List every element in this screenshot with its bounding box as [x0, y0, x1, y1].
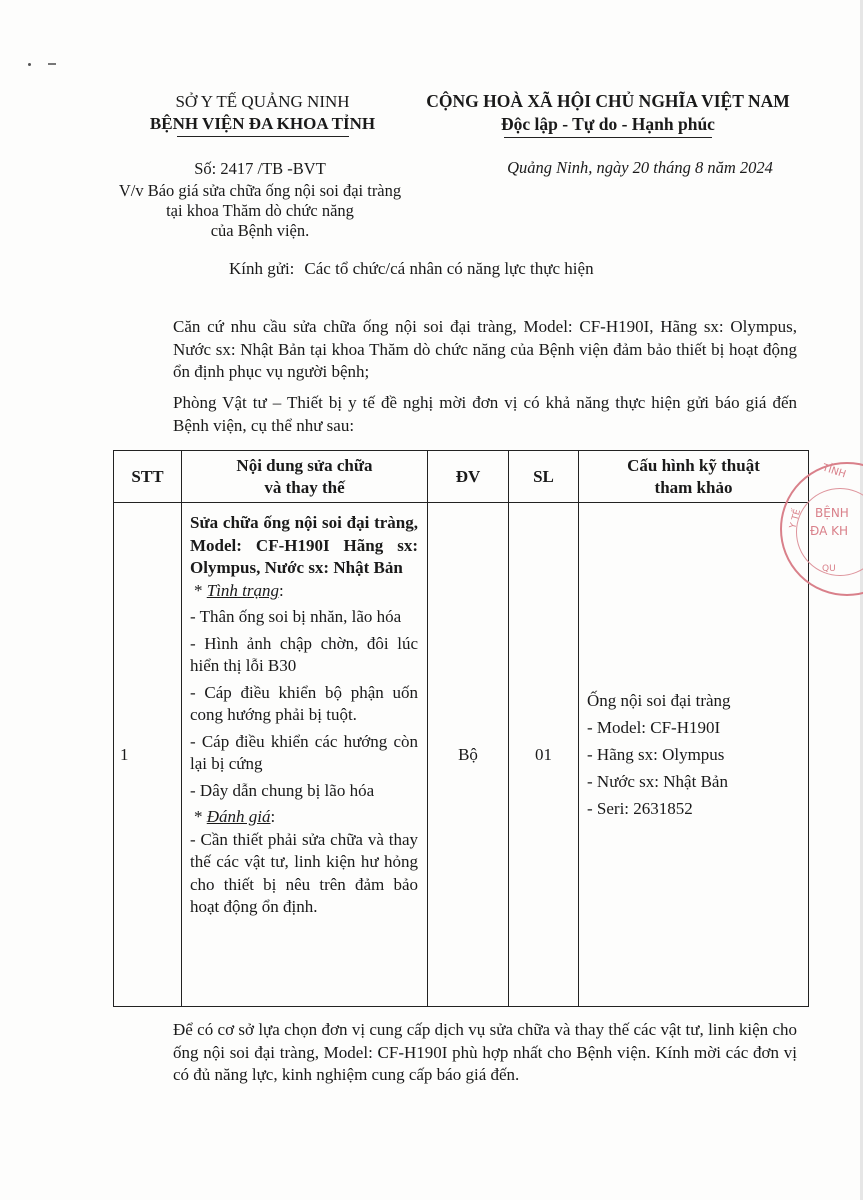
paragraph-text: Phòng Vật tư – Thiết bị y tế đề nghị mời đơn vị có khả năng thực hiện gửi báo giá đến Bệnh viện, cụ thể như sau: — [173, 393, 797, 435]
status-heading-text: Tình trạng — [206, 580, 280, 600]
paragraph-text: Căn cứ nhu cầu sửa chữa ống nội soi đại tràng, Model: CF-H190I, Hãng sx: Olympus, Nước sx: Nhật Bản tại khoa Thăm dò chức năng của Bệnh viện đảm bảo thiết bị hoạt động ổn định phục vụ người bệnh; — [173, 317, 797, 381]
header-content-line: và thay thế — [264, 477, 345, 497]
document-reference — [110, 159, 410, 241]
paragraph-request — [133, 392, 797, 437]
assessment-heading-text: Đánh giá — [206, 807, 271, 826]
subject-line: V/v Báo giá sửa chữa ống nội soi đại tràng — [118, 181, 402, 200]
config-line: - Seri: 2631852 — [587, 799, 693, 818]
header-config-line: tham khảo — [654, 477, 733, 497]
status-item: - Cáp điều khiển bộ phận uốn cong hướng phải bị tuột. — [190, 682, 418, 724]
status-item: - Hình ảnh chập chờn, đôi lúc hiển thị lỗi B30 — [190, 633, 418, 675]
cell-quantity: 01 — [509, 503, 579, 1007]
subject-line: của Bệnh viện. — [210, 221, 310, 240]
scan-speck — [28, 63, 58, 66]
header-config-line: Cấu hình kỹ thuật — [627, 455, 760, 475]
status-item: - Dây dẫn chung bị lão hóa — [190, 780, 375, 800]
status-heading: * Tình trạng: — [194, 580, 284, 600]
status-item: - Thân ống soi bị nhăn, lão hóa — [190, 607, 402, 626]
header-content — [182, 451, 428, 503]
header-content-line: Nội dung sửa chữa — [236, 455, 373, 475]
nation-title: CỘNG HOÀ XÃ HỘI CHỦ NGHĨA VIỆT NAM — [426, 91, 790, 111]
table-header-row — [114, 451, 809, 503]
organization-underline — [177, 136, 349, 137]
place-and-date: Quảng Ninh, ngày 20 tháng 8 năm 2024 — [507, 158, 773, 177]
cell-config — [579, 503, 809, 1007]
status-item: - Cáp điều khiển các hướng còn lại bị cứng — [190, 731, 418, 773]
seal-text: BỆNH — [815, 506, 849, 520]
subject-line: tại khoa Thăm dò chức năng — [166, 201, 354, 220]
cell-content — [182, 503, 428, 1007]
cell-stt: 1 — [114, 503, 182, 1007]
config-line: - Nước sx: Nhật Bản — [587, 772, 728, 791]
header-config — [579, 451, 809, 503]
assessment-heading: * Đánh giá: — [194, 807, 276, 826]
cell-unit: Bộ — [428, 503, 509, 1007]
parent-organization: SỞ Y TẾ QUẢNG NINH — [175, 92, 350, 111]
motto-underline — [504, 137, 712, 138]
national-header — [408, 90, 808, 138]
header-stt: STT — [114, 451, 182, 503]
document-number: Số: 2417 /TB -BVT — [194, 159, 326, 178]
table-row — [114, 503, 809, 1007]
repair-title: Sửa chữa ống nội soi đại tràng, Model: CF-H190I Hãng sx: Olympus, Nước sx: Nhật Bản — [190, 513, 418, 577]
config-line: Ống nội soi đại tràng — [587, 691, 731, 710]
recipient-label: Kính gửi: — [229, 259, 295, 278]
header-unit: ĐV — [428, 451, 509, 503]
organization-name: BỆNH VIỆN ĐA KHOA TỈNH — [149, 114, 376, 133]
quotation-table — [113, 450, 809, 1007]
config-line: - Hãng sx: Olympus — [587, 745, 725, 764]
seal-text: TỈNH — [820, 462, 848, 481]
header-quantity: SL — [509, 451, 579, 503]
seal-text: ĐA KH — [810, 524, 849, 538]
seal-text: Y TẾ — [788, 508, 804, 530]
paragraph-text: Để có cơ sở lựa chọn đơn vị cung cấp dịch vụ sửa chữa và thay thế các vật tư, linh kiện cho ống nội soi đại tràng, Model: CF-H190I phù hợp nhất cho Bệnh viện. Kính mời các đơn vị có đủ năng lực, kinh nghiệm cung cấp báo giá đến. — [173, 1020, 797, 1084]
config-line: - Model: CF-H190I — [587, 718, 721, 737]
paragraph-invitation — [133, 1019, 797, 1087]
recipient-line — [229, 259, 594, 279]
paragraph-basis — [133, 316, 797, 384]
assessment-item: - Cần thiết phải sửa chữa và thay thế các vật tư, linh kiện hư hỏng cho thiết bị nêu trên đảm bảo hoạt động ổn định. — [190, 829, 418, 916]
national-motto: Độc lập - Tự do - Hạnh phúc — [501, 114, 715, 134]
recipient-value: Các tổ chức/cá nhân có năng lực thực hiện — [304, 259, 594, 278]
issuer-header — [120, 91, 405, 137]
seal-text: QU — [822, 564, 836, 574]
